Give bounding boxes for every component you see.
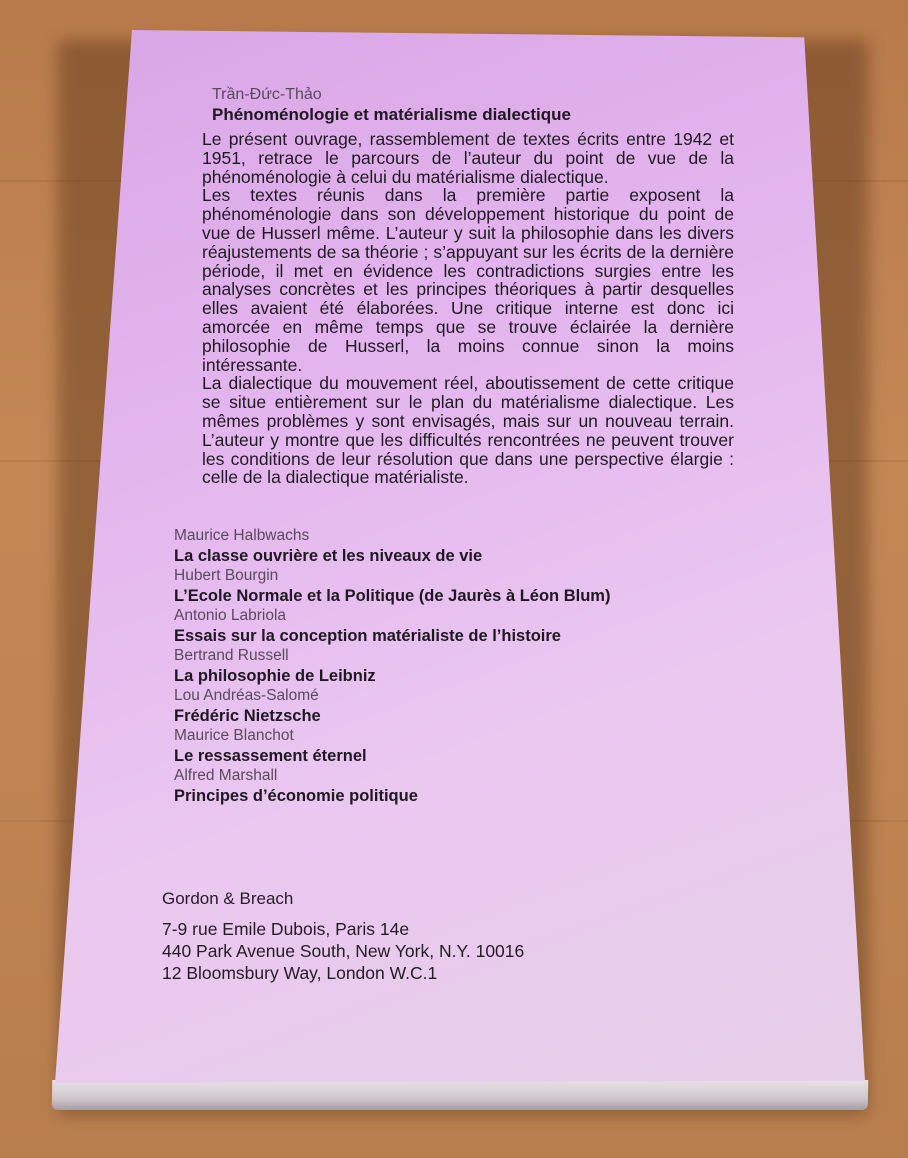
book-description xyxy=(202,130,734,487)
catalog-title: La classe ouvrière et les niveaux de vie xyxy=(174,547,483,565)
catalog-author: Alfred Marshall xyxy=(174,767,278,784)
catalog-author: Maurice Halbwachs xyxy=(174,527,310,544)
catalog-title: La philosophie de Leibniz xyxy=(174,667,376,685)
publisher-block xyxy=(162,888,662,984)
book-title: Phénoménologie et matérialisme dialectique xyxy=(212,105,571,124)
catalog-author: Hubert Bourgin xyxy=(174,567,279,584)
catalog-title: Essais sur la conception matérialiste de l’histoire xyxy=(174,627,561,645)
catalog-title: Frédéric Nietzsche xyxy=(174,707,321,725)
description-paragraph: Les textes réunis dans la première partie exposent la phénoménologie dans son développement historique du point de vue de Husserl même. L’auteur y suit la philosophie dans les divers réajustements de sa théorie ; s’appuyant sur les écrits de la dernière période, il met en évidence les contradictions surgies entre les analyses concrètes et les principes théoriques à partir desquelles elles avaient été élaborées. Une critique interne est donc ici amorcée en même temps que se trouve éclairée la dernière philosophie de Husserl, la moins connue sinon la moins intéressante. xyxy=(202,185,734,375)
publisher-catalog xyxy=(174,527,774,807)
publisher-address: 7-9 rue Emile Dubois, Paris 14e xyxy=(162,919,410,939)
publisher-address: 440 Park Avenue South, New York, N.Y. 10016 xyxy=(162,941,525,961)
catalog-author: Maurice Blanchot xyxy=(174,727,294,744)
catalog-title: Principes d’économie politique xyxy=(174,787,418,805)
catalog-title: L’Ecole Normale et la Politique (de Jaurès à Léon Blum) xyxy=(174,587,611,605)
catalog-title: Le ressassement éternel xyxy=(174,747,367,765)
catalog-author: Antonio Labriola xyxy=(174,607,287,624)
catalog-author: Lou Andréas-Salomé xyxy=(174,687,319,704)
catalog-author: Bertrand Russell xyxy=(174,647,289,664)
book-author: Trần-Đức-Thảo xyxy=(212,86,322,103)
publisher-address: 12 Bloomsbury Way, London W.C.1 xyxy=(162,963,438,983)
description-paragraph: Le présent ouvrage, rassemblement de textes écrits entre 1942 et 1951, retrace le parcours de l’auteur du point de vue de la phénoménologie à celui du matérialisme dialectique. xyxy=(202,129,734,187)
description-paragraph: La dialectique du mouvement réel, aboutissement de cette critique se situe entièrement sur le plan du matérialisme dialectique. Les mêmes problèmes y sont envisagés, mais sur un nouveau terrain. L’auteur y montre que les difficultés rencontrées ne peuvent trouver les conditions de leur résolution que dans une perspective élargie : celle de la dialectique matérialiste. xyxy=(202,373,734,488)
publisher-name: Gordon & Breach xyxy=(162,889,294,908)
